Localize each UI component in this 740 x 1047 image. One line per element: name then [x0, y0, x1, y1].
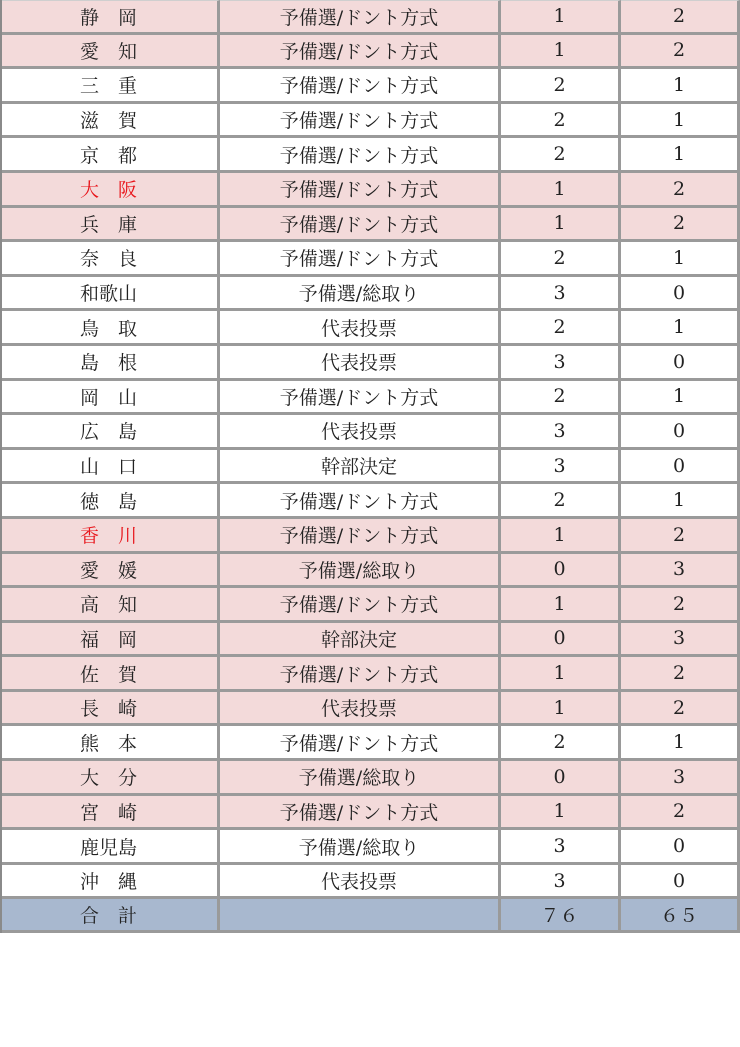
- count-a-cell: 3: [501, 450, 621, 485]
- method-cell: 幹部決定: [220, 623, 501, 658]
- count-a-cell: 1: [501, 796, 621, 831]
- prefecture-cell: 長 崎: [2, 692, 220, 727]
- total-b-cell: ６５: [621, 899, 740, 933]
- prefecture-cell: 佐 賀: [2, 657, 220, 692]
- count-b-cell: 1: [621, 138, 740, 173]
- count-a-cell: 1: [501, 519, 621, 554]
- prefecture-cell: 兵 庫: [2, 208, 220, 243]
- count-a-cell: 1: [501, 173, 621, 208]
- method-cell: 予備選/ドント方式: [220, 173, 501, 208]
- table-row: [2, 554, 740, 589]
- method-cell: 予備選/ドント方式: [220, 138, 501, 173]
- table-row: [2, 484, 740, 519]
- table-row: [2, 104, 740, 139]
- count-a-cell: 1: [501, 588, 621, 623]
- count-b-cell: 0: [621, 450, 740, 485]
- method-cell: 予備選/総取り: [220, 277, 501, 312]
- prefecture-cell: 徳 島: [2, 484, 220, 519]
- prefecture-cell: 熊 本: [2, 726, 220, 761]
- count-a-cell: 2: [501, 484, 621, 519]
- prefecture-cell: 島 根: [2, 346, 220, 381]
- table-row: [2, 796, 740, 831]
- count-b-cell: 2: [621, 692, 740, 727]
- method-cell: 予備選/ドント方式: [220, 69, 501, 104]
- table-body: [2, 0, 740, 933]
- method-cell: 予備選/ドント方式: [220, 657, 501, 692]
- method-cell: 予備選/ドント方式: [220, 0, 501, 35]
- method-cell: 予備選/ドント方式: [220, 208, 501, 243]
- prefecture-cell: 静 岡: [2, 0, 220, 35]
- table-row: [2, 138, 740, 173]
- prefecture-cell: 和歌山: [2, 277, 220, 312]
- count-b-cell: 2: [621, 208, 740, 243]
- method-cell: 予備選/総取り: [220, 830, 501, 865]
- table-row: [2, 588, 740, 623]
- count-a-cell: 2: [501, 726, 621, 761]
- count-b-cell: 3: [621, 554, 740, 589]
- method-cell: 代表投票: [220, 346, 501, 381]
- count-a-cell: 2: [501, 104, 621, 139]
- method-cell: 幹部決定: [220, 450, 501, 485]
- count-b-cell: 1: [621, 726, 740, 761]
- count-b-cell: 1: [621, 484, 740, 519]
- method-cell: 予備選/ドント方式: [220, 796, 501, 831]
- table-row: [2, 0, 740, 35]
- count-a-cell: 2: [501, 138, 621, 173]
- count-b-cell: 0: [621, 277, 740, 312]
- count-b-cell: 2: [621, 35, 740, 70]
- count-b-cell: 3: [621, 761, 740, 796]
- prefecture-cell: 奈 良: [2, 242, 220, 277]
- total-row: [2, 899, 740, 933]
- count-a-cell: 1: [501, 0, 621, 35]
- count-b-cell: 2: [621, 0, 740, 35]
- count-b-cell: 2: [621, 173, 740, 208]
- table-row: [2, 173, 740, 208]
- count-a-cell: 3: [501, 415, 621, 450]
- method-cell: 代表投票: [220, 415, 501, 450]
- total-a-cell: ７６: [501, 899, 621, 933]
- prefecture-cell: 山 口: [2, 450, 220, 485]
- count-b-cell: 0: [621, 830, 740, 865]
- count-b-cell: 2: [621, 796, 740, 831]
- prefecture-cell: 大 分: [2, 761, 220, 796]
- table-row: [2, 69, 740, 104]
- prefecture-cell: 広 島: [2, 415, 220, 450]
- method-cell: 予備選/ドント方式: [220, 381, 501, 416]
- method-cell: 代表投票: [220, 865, 501, 900]
- table-row: [2, 830, 740, 865]
- count-a-cell: 3: [501, 346, 621, 381]
- count-a-cell: 3: [501, 277, 621, 312]
- table-row: [2, 623, 740, 658]
- prefecture-cell: 三 重: [2, 69, 220, 104]
- method-cell: 予備選/ドント方式: [220, 242, 501, 277]
- table-row: [2, 726, 740, 761]
- method-cell: 代表投票: [220, 692, 501, 727]
- count-a-cell: 1: [501, 208, 621, 243]
- count-b-cell: 1: [621, 311, 740, 346]
- count-a-cell: 1: [501, 692, 621, 727]
- prefecture-cell: 香 川: [2, 519, 220, 554]
- table-row: [2, 381, 740, 416]
- count-a-cell: 2: [501, 311, 621, 346]
- count-b-cell: 0: [621, 865, 740, 900]
- prefecture-cell: 愛 知: [2, 35, 220, 70]
- count-a-cell: 0: [501, 554, 621, 589]
- prefecture-cell: 高 知: [2, 588, 220, 623]
- count-b-cell: 1: [621, 242, 740, 277]
- table-row: [2, 519, 740, 554]
- table-row: [2, 415, 740, 450]
- table-row: [2, 657, 740, 692]
- count-b-cell: 1: [621, 381, 740, 416]
- count-a-cell: 2: [501, 69, 621, 104]
- table-row: [2, 242, 740, 277]
- method-cell: 予備選/ドント方式: [220, 35, 501, 70]
- method-cell: 予備選/ドント方式: [220, 484, 501, 519]
- table-row: [2, 311, 740, 346]
- prefecture-cell: 愛 媛: [2, 554, 220, 589]
- table-row: [2, 208, 740, 243]
- method-cell: 予備選/総取り: [220, 761, 501, 796]
- count-b-cell: 1: [621, 69, 740, 104]
- count-a-cell: 3: [501, 830, 621, 865]
- prefecture-cell: 沖 縄: [2, 865, 220, 900]
- total-label-cell: 合 計: [2, 899, 220, 933]
- method-cell: 予備選/ドント方式: [220, 588, 501, 623]
- count-a-cell: 0: [501, 623, 621, 658]
- table-row: [2, 865, 740, 900]
- count-b-cell: 2: [621, 588, 740, 623]
- count-a-cell: 2: [501, 381, 621, 416]
- table-row: [2, 277, 740, 312]
- count-b-cell: 3: [621, 623, 740, 658]
- prefecture-cell: 鹿児島: [2, 830, 220, 865]
- count-a-cell: 1: [501, 657, 621, 692]
- prefecture-cell: 滋 賀: [2, 104, 220, 139]
- prefecture-cell: 岡 山: [2, 381, 220, 416]
- method-cell: 予備選/ドント方式: [220, 726, 501, 761]
- prefecture-cell: 福 岡: [2, 623, 220, 658]
- table-row: [2, 346, 740, 381]
- prefecture-cell: 宮 崎: [2, 796, 220, 831]
- table-row: [2, 450, 740, 485]
- method-cell: 予備選/ドント方式: [220, 104, 501, 139]
- prefecture-cell: 鳥 取: [2, 311, 220, 346]
- table-row: [2, 761, 740, 796]
- count-a-cell: 2: [501, 242, 621, 277]
- count-b-cell: 1: [621, 104, 740, 139]
- prefecture-cell: 京 都: [2, 138, 220, 173]
- count-b-cell: 2: [621, 519, 740, 554]
- count-b-cell: 2: [621, 657, 740, 692]
- total-method-cell: [220, 899, 501, 933]
- method-cell: 予備選/総取り: [220, 554, 501, 589]
- count-a-cell: 0: [501, 761, 621, 796]
- count-a-cell: 1: [501, 35, 621, 70]
- table-row: [2, 692, 740, 727]
- count-b-cell: 0: [621, 346, 740, 381]
- method-cell: 代表投票: [220, 311, 501, 346]
- method-cell: 予備選/ドント方式: [220, 519, 501, 554]
- count-b-cell: 0: [621, 415, 740, 450]
- count-a-cell: 3: [501, 865, 621, 900]
- prefecture-cell: 大 阪: [2, 173, 220, 208]
- table-row: [2, 35, 740, 70]
